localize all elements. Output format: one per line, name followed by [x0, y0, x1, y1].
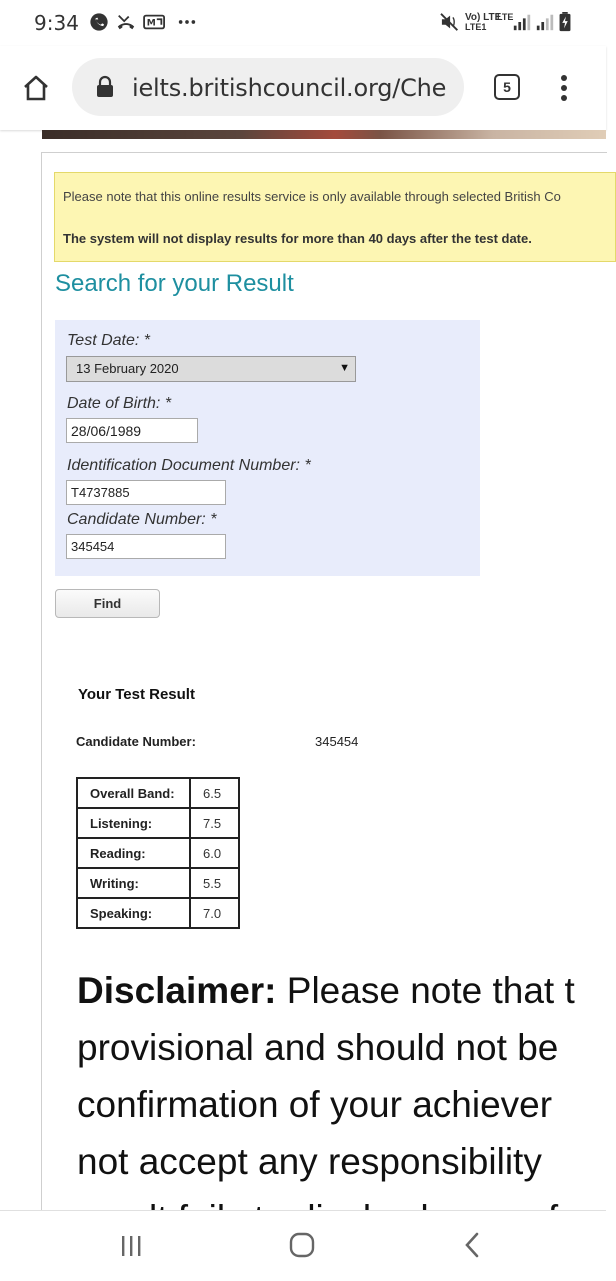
notice-box: [54, 172, 616, 262]
find-button-label: Find: [93, 596, 122, 611]
volte-label: Vo) LTE: [465, 12, 502, 23]
test-date-value: 13 February 2020: [76, 361, 179, 376]
disclaimer-line-3: confirmation of your achiever: [77, 1084, 553, 1125]
home-icon[interactable]: [22, 74, 50, 102]
dob-input[interactable]: [66, 418, 198, 443]
tab-count: 5: [503, 79, 511, 95]
disclaimer-line-1: [77, 962, 606, 1019]
hero-image-strip: [42, 130, 606, 139]
more-dots-icon: [176, 12, 198, 32]
score-row-reading: [77, 838, 239, 868]
battery-icon: [558, 12, 572, 32]
tab-switcher-button[interactable]: [494, 74, 520, 100]
id-document-value: T4737885: [71, 485, 130, 500]
browser-toolbar: [0, 46, 606, 130]
test-date-select[interactable]: [66, 356, 356, 382]
result-candidate-value: 345454: [315, 734, 359, 749]
lte1-label: LTE1: [465, 22, 487, 32]
search-title: Search for your Result: [55, 270, 294, 297]
score-label: Listening:: [77, 808, 190, 838]
search-form: [55, 320, 480, 576]
lte-icon: LTE: [497, 12, 514, 22]
candidate-number-input[interactable]: [66, 534, 226, 559]
score-label: Overall Band:: [77, 778, 190, 808]
dob-label: Date of Birth: *: [67, 395, 172, 412]
score-value: 5.5: [190, 868, 239, 898]
m4-app-icon: [142, 12, 168, 32]
disclaimer-text: [77, 962, 606, 1210]
score-label: Reading:: [77, 838, 190, 868]
score-value: 6.0: [190, 838, 239, 868]
notice-line-1: Please note that this online results service is only available through selected British Co: [63, 189, 561, 204]
test-date-label: Test Date: *: [67, 332, 151, 349]
lock-icon[interactable]: [96, 76, 114, 98]
score-value: 7.5: [190, 808, 239, 838]
address-bar[interactable]: [72, 58, 464, 116]
score-value: 7.0: [190, 898, 239, 928]
candidate-number-label: Candidate Number: *: [67, 511, 217, 528]
signal-icon: [512, 12, 532, 32]
score-value: 6.5: [190, 778, 239, 808]
signal-icon-2: [535, 12, 555, 32]
recent-apps-icon[interactable]: [118, 1233, 144, 1259]
clock: 9:34: [34, 11, 79, 35]
whatsapp-icon: [88, 12, 110, 32]
missed-call-icon: [115, 12, 137, 32]
candidate-number-value: 345454: [71, 539, 115, 554]
url-text: ielts.britishcouncil.org/Che: [132, 74, 447, 102]
volte-icon: [465, 12, 502, 34]
disclaimer-line-2: provisional and should not be: [77, 1027, 559, 1068]
overflow-menu-icon[interactable]: [556, 72, 572, 104]
status-bar: [0, 0, 606, 46]
dropdown-arrow-icon: ▼: [339, 362, 350, 374]
notice-line-2: The system will not display results for more than 40 days after the test date.: [63, 231, 532, 246]
mute-icon: [438, 12, 464, 32]
back-icon[interactable]: [460, 1231, 484, 1259]
score-label: Writing:: [77, 868, 190, 898]
result-title: Your Test Result: [78, 686, 195, 703]
score-row-overall: [77, 778, 239, 808]
id-document-label: Identification Document Number: *: [67, 457, 311, 474]
result-candidate-label: Candidate Number:: [76, 734, 196, 749]
disclaimer-line-1-text: Please note that t: [276, 970, 575, 1011]
score-row-listening: [77, 808, 239, 838]
find-button[interactable]: [55, 589, 160, 618]
id-document-input[interactable]: [66, 480, 226, 505]
score-row-writing: [77, 868, 239, 898]
home-icon[interactable]: [288, 1231, 316, 1259]
disclaimer-line-4: not accept any responsibility: [77, 1141, 542, 1182]
dob-value: 28/06/1989: [71, 423, 142, 439]
disclaimer-heading: Disclaimer:: [77, 970, 277, 1011]
score-row-speaking: [77, 898, 239, 928]
android-nav-bar: [0, 1210, 606, 1281]
score-table: [76, 777, 240, 929]
score-label: Speaking:: [77, 898, 190, 928]
svg-text:M: M: [146, 18, 156, 29]
